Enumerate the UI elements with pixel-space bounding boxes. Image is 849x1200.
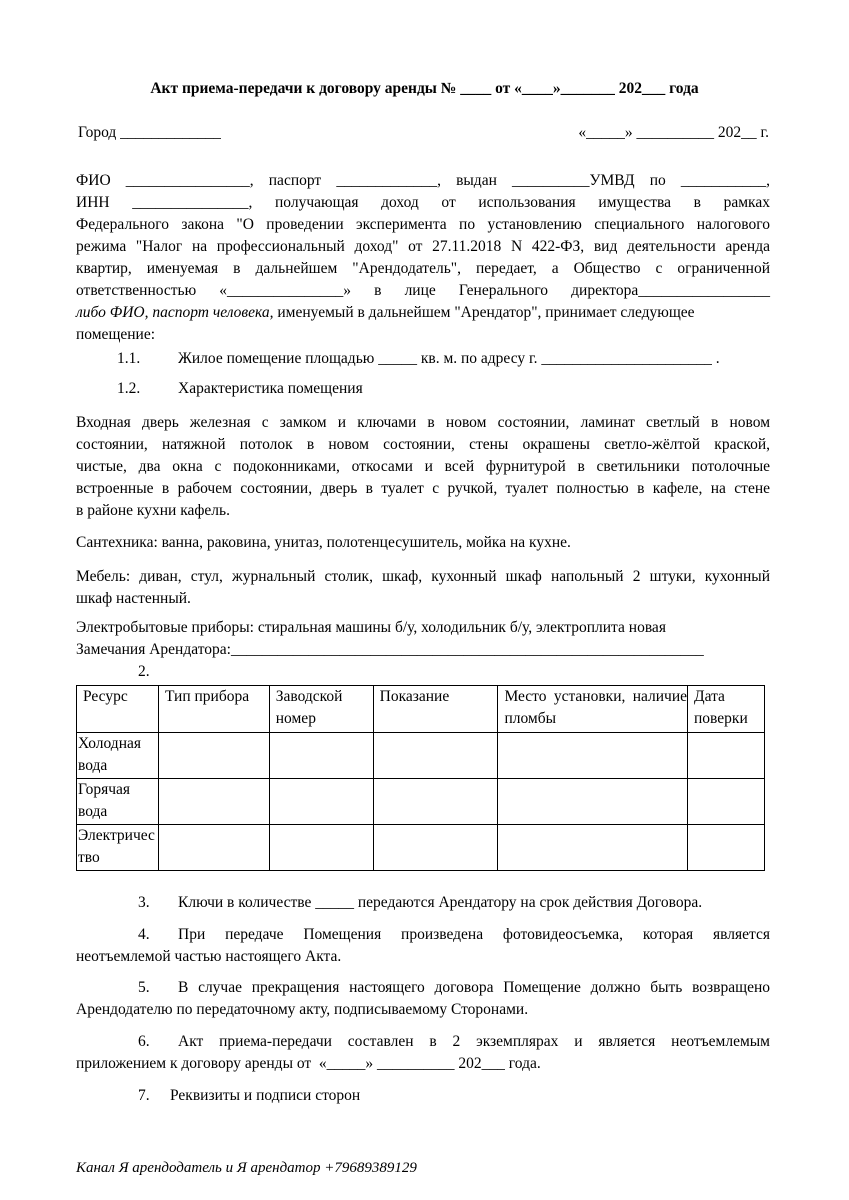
item-5-text: В случае прекращения настоящего договора Помещение должно быть возвращено — [178, 979, 770, 996]
table-cell — [688, 733, 765, 779]
table-header-cell: Дата поверки — [688, 686, 765, 733]
city-field: Город _____________ — [78, 124, 221, 141]
intro-line-rest: именуемый в дальнейшем "Арендатор", принимает следующее — [273, 304, 695, 321]
item-1-1-number: 1.1. — [117, 350, 141, 367]
resource-cell: Горячая вода — [77, 779, 159, 825]
intro-line: ФИО ________________, паспорт _____________, выдан __________УМВД по ___________, — [76, 172, 770, 189]
footer-watermark: Канал Я арендодатель и Я арендатор +79689389129 — [76, 1160, 417, 1176]
item-6-continuation: приложением к договору аренды от «_____» __________ 202___ года. — [76, 1055, 541, 1072]
table-cell — [688, 779, 765, 825]
table-row — [77, 779, 765, 825]
table-header-cell: Показание — [373, 686, 498, 733]
item-1-2-number: 1.2. — [117, 380, 141, 397]
item-1-1-text: Жилое помещение площадью _____ кв. м. по адресу г. ______________________ . — [178, 350, 720, 367]
item-4-text: При передаче Помещения произведена фотовидеосъемка, которая является — [178, 926, 770, 943]
intro-line — [76, 302, 770, 324]
table-header-cell: Место установки, наличие пломбы — [498, 686, 688, 733]
intro-line: режима "Налог на профессиональный доход" от 27.11.2018 N 422-ФЗ, вид деятельности аренда — [76, 238, 770, 255]
table-cell — [269, 733, 373, 779]
table-cell — [373, 779, 498, 825]
italic-note: либо ФИО, паспорт человека, — [76, 304, 274, 321]
furniture-paragraph — [76, 566, 770, 610]
intro-line: ИНН _______________, получающая доход от использования имущества в рамках — [76, 194, 770, 211]
date-field: «_____» __________ 202__ г. — [578, 124, 769, 141]
description-line: в районе кухни кафель. — [76, 502, 230, 519]
table-cell — [373, 825, 498, 871]
resource-cell: Электричество — [77, 825, 159, 871]
table-header-row — [77, 686, 765, 733]
item-5-number: 5. — [138, 979, 150, 996]
table-cell — [498, 779, 688, 825]
intro-line: ответственностью «_______________» в лице Генерального директора_________________ — [76, 282, 770, 299]
item-4-number: 4. — [138, 926, 150, 943]
item-5-continuation: Арендодателю по передаточному акту, подписываемому Сторонами. — [76, 1001, 529, 1018]
table-row — [77, 825, 765, 871]
table-cell — [158, 733, 269, 779]
description-line: встроенные в рабочем состоянии, дверь в туалет с ручкой, туалет полностью в кафеле, на стене — [76, 480, 770, 497]
table-header-cell: Ресурс — [77, 686, 159, 733]
item-1-2-text: Характеристика помещения — [178, 380, 363, 397]
table-cell — [269, 825, 373, 871]
table-cell — [158, 825, 269, 871]
meter-table — [76, 685, 765, 871]
table-cell — [688, 825, 765, 871]
document-title: Акт приема-передачи к договору аренды № ____ от «____»_______ 202___ года — [150, 80, 699, 97]
table-header-cell: Тип прибора — [158, 686, 269, 733]
table-cell — [158, 779, 269, 825]
plumbing-text: Сантехника: ванна, раковина, унитаз, полотенцесушитель, мойка на кухне. — [76, 534, 571, 551]
table-cell — [373, 733, 498, 779]
description-paragraph — [76, 412, 770, 522]
furniture-line: шкаф настенный. — [76, 590, 191, 607]
appliances-text: Электробытовые приборы: стиральная машины б/у, холодильник б/у, электроплита новая — [76, 619, 666, 636]
item-7-text: Реквизиты и подписи сторон — [170, 1087, 361, 1104]
intro-line: Федерального закона "О проведении эксперимента по установлению специального налогового — [76, 216, 770, 233]
item-7-number: 7. — [138, 1087, 150, 1104]
item-2-number: 2. — [138, 663, 150, 680]
item-3-number: 3. — [138, 894, 150, 911]
table-cell — [498, 733, 688, 779]
item-4-continuation: неотъемлемой частью настоящего Акта. — [76, 948, 342, 965]
item-6-text: Акт приема-передачи составлен в 2 экземплярах и является неотъемлемым — [178, 1033, 770, 1050]
item-3-text: Ключи в количестве _____ передаются Арендатору на срок действия Договора. — [178, 894, 703, 911]
description-line: Входная дверь железная с замком и ключами в новом состоянии, ламинат светлый в новом — [76, 414, 770, 431]
intro-line: помещение: — [76, 326, 156, 343]
table-cell — [498, 825, 688, 871]
furniture-line: Мебель: диван, стул, журнальный столик, шкаф, кухонный шкаф напольный 2 штуки, кухонный — [76, 568, 770, 585]
table-row — [77, 733, 765, 779]
table-cell — [269, 779, 373, 825]
description-line: чистые, два окна с подоконниками, откосами и всей фурнитурой в светильники потолочные — [76, 458, 770, 475]
intro-line: квартир, именуемая в дальнейшем "Арендодатель", передает, а Общество с ограниченной — [76, 260, 770, 277]
resource-cell: Холодная вода — [77, 733, 159, 779]
remarks-line: Замечания Арендатора:_____________________________________________________________ — [76, 641, 704, 658]
item-6-number: 6. — [138, 1033, 150, 1050]
intro-paragraph — [76, 170, 770, 346]
table-header-cell: Заводской номер — [269, 686, 373, 733]
description-line: состоянии, натяжной потолок в новом состоянии, стены окрашены светло-жёлтой краской, — [76, 436, 770, 453]
